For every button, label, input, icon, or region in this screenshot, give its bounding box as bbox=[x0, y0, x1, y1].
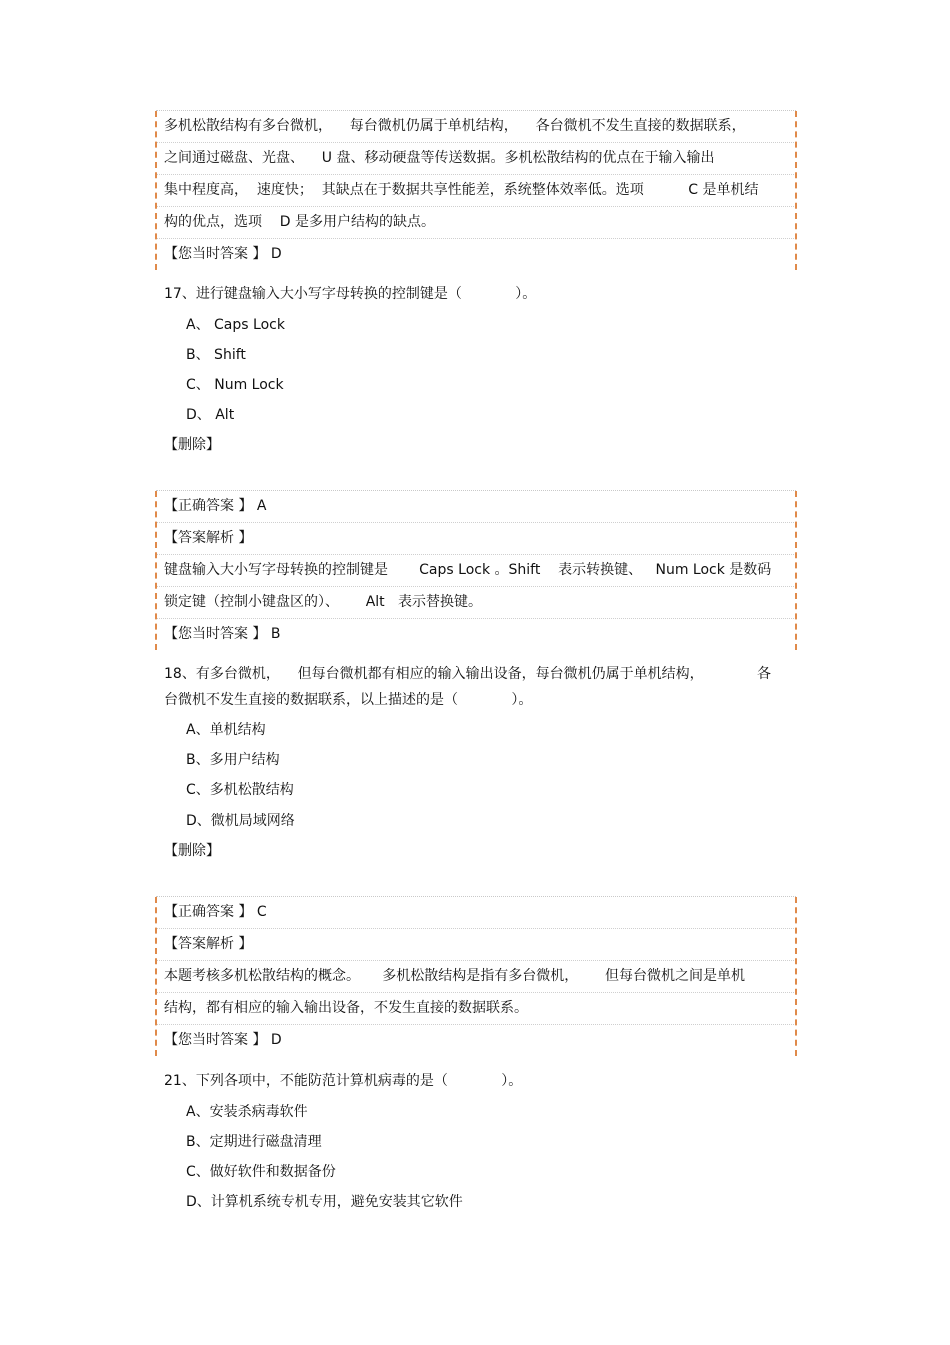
q21-option-b[interactable]: B、定期进行磁盘清理 bbox=[186, 1134, 322, 1150]
q17-option-c[interactable]: C、 Num Lock bbox=[186, 377, 284, 393]
analysis-line: 结构，都有相应的输入输出设备，不发生直接的数据联系。 bbox=[156, 993, 796, 1025]
your-answer: 【您当时答案 】 D bbox=[164, 1032, 282, 1048]
question-18-text-line1: 18、有多台微机， 但每台微机都有相应的输入输出设备，每台微机仍属于单机结构， 各 bbox=[164, 666, 772, 682]
q21-option-a[interactable]: A、安装杀病毒软件 bbox=[186, 1104, 308, 1120]
q18-option-c[interactable]: C、多机松散结构 bbox=[186, 782, 294, 798]
question-17-text: 17、进行键盘输入大小写字母转换的控制键是（ ）。 bbox=[164, 286, 537, 302]
q17-option-a[interactable]: A、 Caps Lock bbox=[186, 317, 285, 333]
q17-option-d[interactable]: D、 Alt bbox=[186, 407, 235, 423]
q18-option-a[interactable]: A、单机结构 bbox=[186, 722, 266, 738]
q18-option-d[interactable]: D、微机局域网络 bbox=[186, 813, 295, 829]
q17-delete-link[interactable]: 【删除】 bbox=[164, 437, 220, 453]
analysis-line: 多机松散结构有多台微机， 每台微机仍属于单机结构， 各台微机不发生直接的数据联系， bbox=[156, 111, 796, 143]
your-answer: 【您当时答案 】 B bbox=[164, 626, 281, 642]
your-answer: 【您当时答案 】 D bbox=[164, 246, 282, 262]
question-21-text: 21、下列各项中，不能防范计算机病毒的是（ ）。 bbox=[164, 1073, 523, 1089]
q17-option-b[interactable]: B、 Shift bbox=[186, 347, 246, 363]
q21-option-c[interactable]: C、做好软件和数据备份 bbox=[186, 1164, 336, 1180]
analysis-line: 锁定键（控制小键盘区的）、 Alt 表示替换键。 bbox=[156, 587, 796, 619]
q18-option-b[interactable]: B、多用户结构 bbox=[186, 752, 280, 768]
analysis-line: 之间通过磁盘、光盘、 U 盘、移动硬盘等传送数据。多机松散结构的优点在于输入输出 bbox=[156, 143, 796, 175]
answer-box-18 bbox=[156, 896, 796, 1056]
analysis-line: 构的优点，选项 D 是多用户结构的缺点。 bbox=[156, 207, 796, 239]
q21-option-d[interactable]: D、计算机系统专机专用，避免安装其它软件 bbox=[186, 1194, 463, 1210]
analysis-label: 【答案解析 】 bbox=[156, 523, 796, 555]
answer-box-17 bbox=[156, 490, 796, 650]
analysis-line: 本题考核多机松散结构的概念。 多机松散结构是指有多台微机， 但每台微机之间是单机 bbox=[156, 961, 796, 993]
correct-answer: 【正确答案 】 A bbox=[156, 491, 796, 523]
question-18-text-line2: 台微机不发生直接的数据联系，以上描述的是（ ）。 bbox=[164, 692, 533, 708]
analysis-line: 键盘输入大小写字母转换的控制键是 Caps Lock 。Shift 表示转换键、 Num Lock 是数码 bbox=[156, 555, 796, 587]
analysis-line: 集中程度高， 速度快； 其缺点在于数据共享性能差，系统整体效率低。选项 C 是单机结 bbox=[156, 175, 796, 207]
correct-answer: 【正确答案 】 C bbox=[156, 897, 796, 929]
q18-delete-link[interactable]: 【删除】 bbox=[164, 843, 220, 859]
analysis-box-16 bbox=[156, 110, 796, 270]
analysis-label: 【答案解析 】 bbox=[156, 929, 796, 961]
